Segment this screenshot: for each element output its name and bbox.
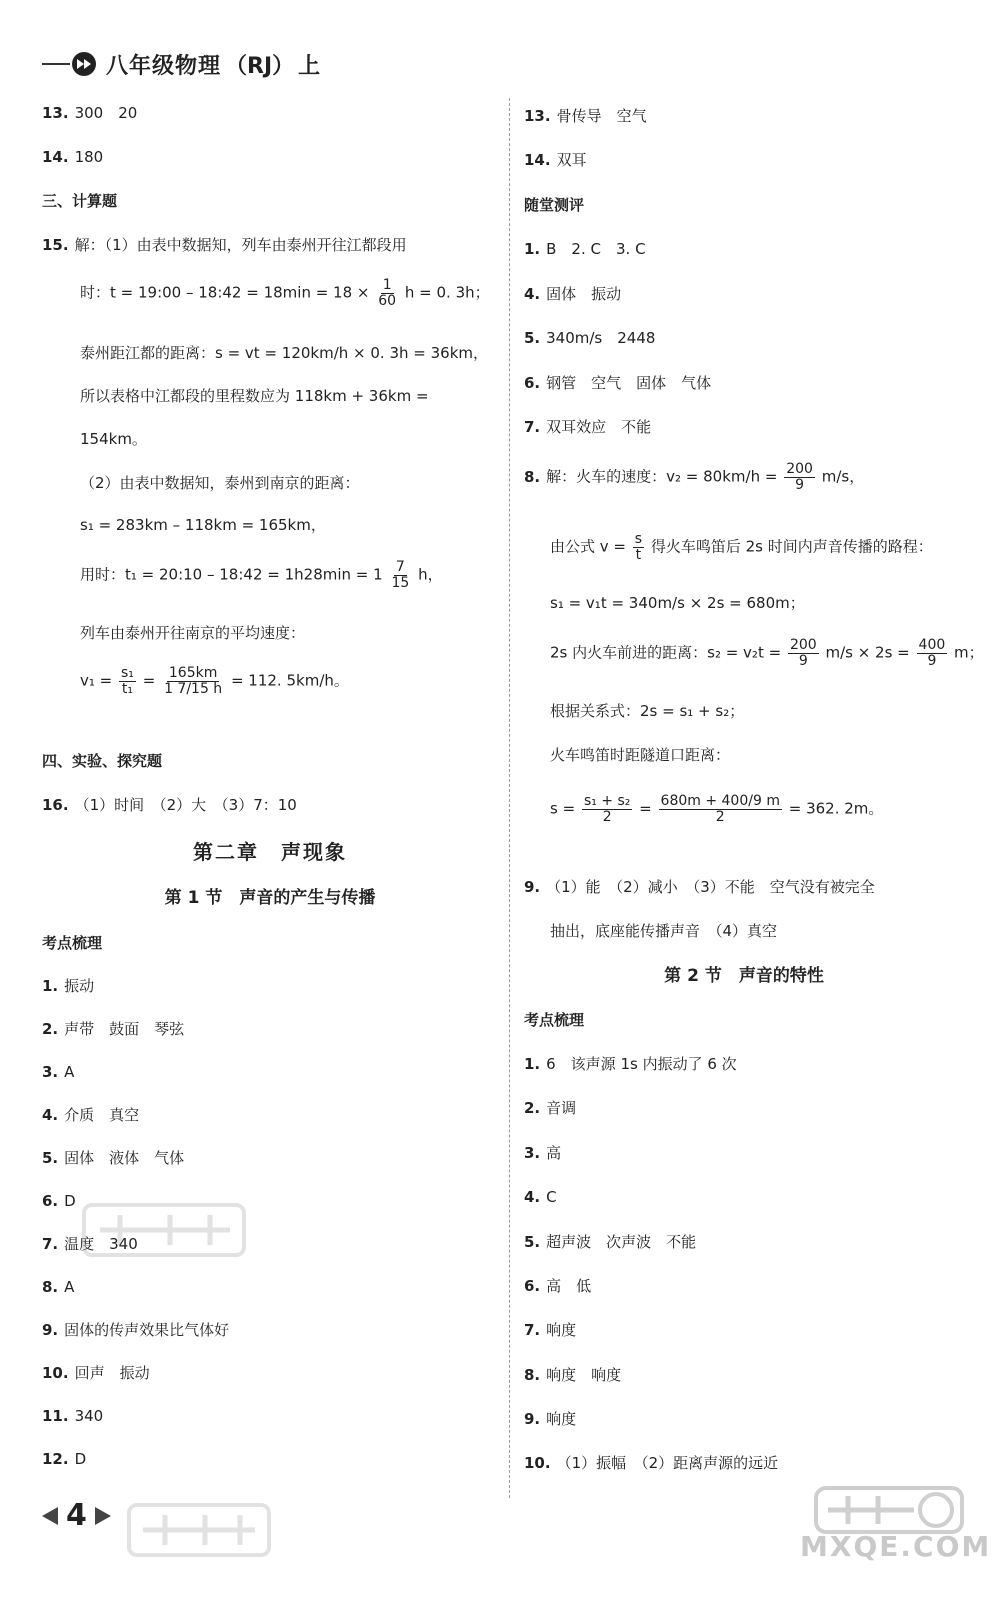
answer-14: 14. 180 — [42, 148, 104, 166]
fraction: $\frac{680m + 400/9 m}{2}$ — [660, 793, 780, 825]
fraction: $\frac{\text{s₁}}{\text{t₁}}$ — [121, 665, 134, 697]
q8-line-6: 火车鸣笛时距隧道口距离： — [550, 746, 731, 764]
chapter-title: 第二章 声现象 — [193, 840, 347, 864]
watermark-stamp-icon — [125, 1495, 275, 1565]
list-item: 6. 高 低 — [524, 1277, 592, 1295]
suitang-heading: 随堂测评 — [524, 196, 585, 214]
page-header — [42, 44, 321, 84]
list-item: 8. 响度 响度 — [524, 1366, 622, 1384]
kaodian-heading: 考点梳理 — [524, 1011, 585, 1029]
list-item: 5. 超声波 次声波 不能 — [524, 1233, 697, 1251]
q15-line-1: 15. 解：（1）由表中数据知，列车由泰州开往江都段用 — [42, 236, 407, 254]
list-item: 11. 340 — [42, 1407, 104, 1425]
q15-line-6: （2）由表中数据知，泰州到南京的距离： — [80, 474, 360, 492]
q15-line-9: 列车由泰州开往南京的平均速度： — [80, 624, 306, 642]
fraction: $\frac{400}{9}$ — [918, 637, 946, 669]
column-divider — [509, 98, 510, 1498]
fraction: $\frac{200}{9}$ — [786, 461, 813, 493]
fraction: $\frac{200}{9}$ — [789, 637, 817, 669]
q15-line-4: 所以表格中江都段的里程数应为 118km + 36km = — [80, 387, 429, 405]
list-item: 6. D — [42, 1192, 76, 1210]
list-item: 9. 固体的传声效果比气体好 — [42, 1321, 230, 1339]
answer-13: 13. 骨传导 空气 — [524, 107, 647, 125]
list-item: 5. 固体 液体 气体 — [42, 1149, 185, 1167]
q8-line-2: 由公式 v = $\frac{s}{t}$ 得火车鸣笛后 2s 时间内声音传播的路程： — [550, 531, 933, 563]
q9-line-1: 9. （1）能 （2）减小 （3）不能 空气没有被完全 — [524, 878, 875, 896]
answer-6: 6. 钢管 空气 固体 气体 — [524, 374, 712, 392]
list-item: 3. 高 — [524, 1144, 562, 1162]
fast-forward-icon — [72, 52, 96, 76]
q8-line-1: 8. 解：火车的速度：v₂ = 80km/h = $\frac{200}{9}$ m/s， — [524, 461, 865, 493]
answer-7: 7. 双耳效应 不能 — [524, 418, 652, 436]
arrow-left-icon — [42, 1507, 58, 1525]
q8-line-3: s₁ = v₁t = 340m/s × 2s = 680m； — [550, 594, 805, 612]
fraction: $\frac{1}{60}$ — [378, 277, 397, 309]
list-item: 8. A — [42, 1278, 75, 1296]
list-item: 12. D — [42, 1450, 87, 1468]
list-item: 2. 声带 鼓面 琴弦 — [42, 1020, 185, 1038]
answer-13: 13. 300 20 — [42, 104, 138, 122]
q15-line-5: 154km。 — [80, 430, 147, 448]
list-item: 1. 6 该声源 1s 内振动了 6 次 — [524, 1055, 737, 1073]
list-item: 7. 温度 340 — [42, 1235, 138, 1253]
q15-line-10: v₁ = $\frac{\text{s₁}}{\text{t₁}}$ = $\frac{165km}{1 7/15 h}$ = 112. 5km/h。 — [80, 665, 349, 697]
book-title: 八年级物理 — [106, 53, 222, 79]
fraction: $\frac{\text{s₁ + s₂}}{2}$ — [583, 793, 631, 825]
section-2-title: 第 2 节 声音的特性 — [664, 966, 824, 986]
fraction: $\frac{165km}{1 7/15 h}$ — [164, 665, 223, 697]
q8-line-5: 根据关系式：2s = s₁ + s₂； — [550, 702, 745, 720]
answer-4: 4. 固体 振动 — [524, 285, 622, 303]
page-number: 4 — [42, 1498, 111, 1533]
list-item: 1. 振动 — [42, 977, 95, 995]
list-item: 4. 介质 真空 — [42, 1106, 140, 1124]
answer-5: 5. 340m/s 2448 — [524, 329, 656, 347]
list-item: 3. A — [42, 1063, 75, 1081]
list-item: 2. 音调 — [524, 1099, 577, 1117]
q15-line-3: 泰州距江都的距离：s = vt = 120km/h × 0. 3h = 36km， — [80, 344, 488, 362]
fraction: $\frac{s}{t}$ — [634, 531, 643, 563]
section-heading-calc: 三、计算题 — [42, 192, 118, 210]
header-rule — [42, 63, 70, 65]
list-item: 10. （1）振幅 （2）距离声源的远近 — [524, 1454, 779, 1472]
section-heading-experiment: 四、实验、探究题 — [42, 752, 163, 770]
q8-line-4: 2s 内火车前进的距离：s₂ = v₂t = $\frac{200}{9}$ m/s × 2s = $\frac{400}{9}$ m； — [550, 637, 984, 669]
answer-16: 16. （1）时间 （2）大 （3）7：10 — [42, 796, 297, 814]
kaodian-heading: 考点梳理 — [42, 934, 103, 952]
edition-tag: （RJ） — [225, 53, 295, 79]
q8-line-7: s = $\frac{\text{s₁ + s₂}}{2}$ = $\frac{680m + 400/9 m}{2}$ = 362. 2m。 — [550, 793, 884, 825]
list-item: 9. 响度 — [524, 1410, 577, 1428]
list-item: 10. 回声 振动 — [42, 1364, 150, 1382]
answer-14: 14. 双耳 — [524, 151, 587, 169]
volume-label: 上 — [298, 53, 322, 79]
fraction: $\frac{7}{15}$ — [391, 559, 410, 591]
q15-line-8: 用时：t₁ = 20:10 – 18:42 = 1h28min = 1 $\frac{7}{15}$ h， — [80, 559, 443, 591]
list-item: 7. 响度 — [524, 1321, 577, 1339]
q15-line-2: 时：t = 19:00 – 18:42 = 18min = 18 × $\frac{1}{60}$ h = 0. 3h； — [80, 277, 490, 309]
arrow-right-icon — [95, 1507, 111, 1525]
watermark-stamp-icon — [80, 1195, 250, 1265]
section-1-title: 第 1 节 声音的产生与传播 — [164, 888, 376, 908]
answers-1-3: 1. B 2. C 3. C — [524, 240, 646, 258]
q15-line-7: s₁ = 283km – 118km = 165km， — [80, 516, 326, 534]
q9-line-2: 抽出，底座能传播声音 （4）真空 — [550, 922, 778, 940]
list-item: 4. C — [524, 1188, 557, 1206]
watermark-text: MXQE.COM — [800, 1530, 992, 1563]
